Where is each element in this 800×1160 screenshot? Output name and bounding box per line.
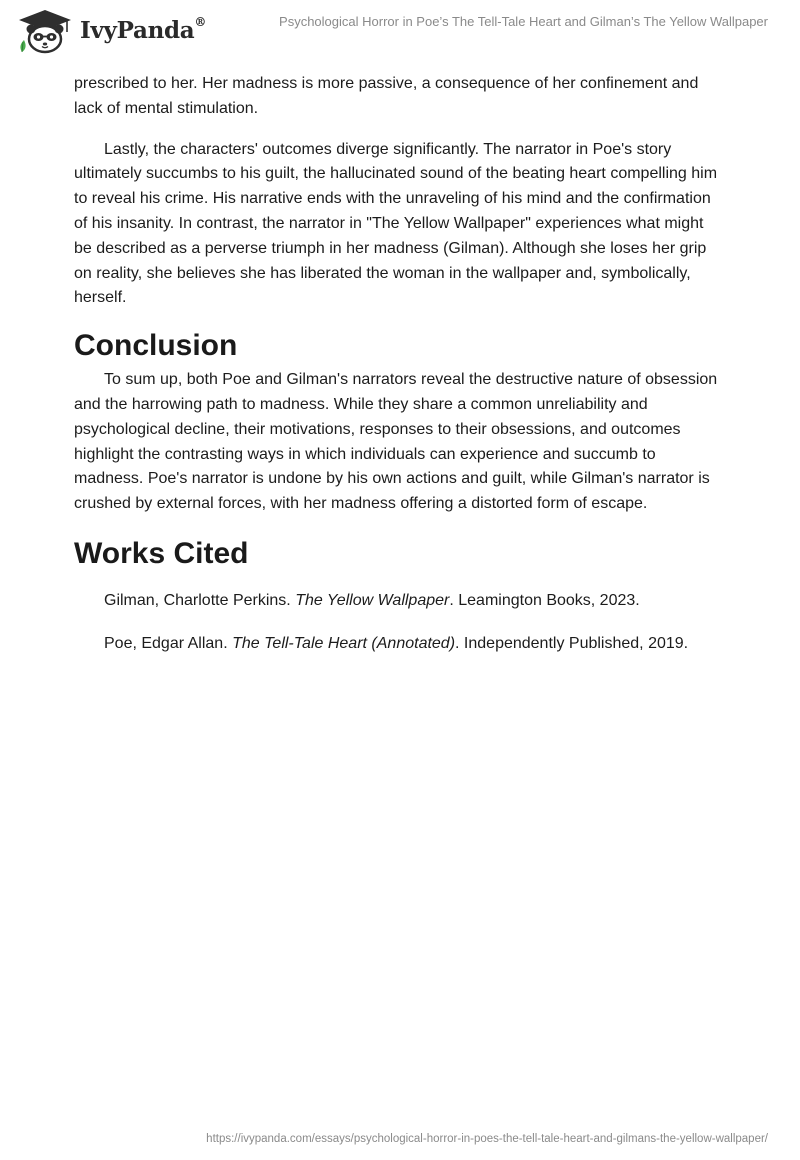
paragraph-conclusion: To sum up, both Poe and Gilman's narrators reveal the destructive nature of obsession and the harrowing path to madness. While they share a common unreliability and psychological decline, their motivations, responses to their obsessions, and outcomes highlight the contrasting ways in which individuals can experience and succumb to madness. Poe's narrator is undone by his own actions and guilt, while Gilman's narrator is crushed by external forces, with her madness offering a distorted form of escape. xyxy=(74,371,718,513)
citation-publisher: . Independently Published, 2019. xyxy=(455,634,689,652)
conclusion-heading: Conclusion xyxy=(74,329,238,363)
citation-entry xyxy=(74,632,724,657)
citation-author: Poe, Edgar Allan. xyxy=(104,634,233,652)
panda-logo-icon xyxy=(16,8,74,54)
citation-publisher: . Leamington Books, 2023. xyxy=(449,591,640,609)
citation-title: The Tell-Tale Heart (Annotated) xyxy=(232,634,456,652)
citation-author: Gilman, Charlotte Perkins. xyxy=(104,591,296,609)
essay-body xyxy=(74,72,724,657)
citation-title: The Yellow Wallpaper xyxy=(295,591,450,609)
page-header xyxy=(0,0,800,60)
registered-mark: ® xyxy=(194,14,207,29)
document-title: Psychological Horror in Poe’s The Tell-Tale Heart and Gilman’s The Yellow Wallpaper xyxy=(279,14,768,29)
paragraph-continuation: prescribed to her. Her madness is more passive, a consequence of her confinement and lack of mental stimulation. xyxy=(74,75,699,117)
works-cited-heading: Works Cited xyxy=(74,536,249,570)
source-url[interactable]: https://ivypanda.com/essays/psychological-horror-in-poes-the-tell-tale-heart-and-gilmans-the-yellow-wallpaper/ xyxy=(206,1133,768,1145)
logo-wordmark: IvyPanda xyxy=(80,16,195,44)
citation-entry xyxy=(74,589,724,614)
logo[interactable] xyxy=(16,8,206,54)
paragraph-outcomes: Lastly, the characters' outcomes diverge significantly. The narrator in Poe's story ultimately succumbs to his guilt, the hallucinated sound of the beating heart compelling him to reveal his crime. His narrative ends with the unraveling of his mind and the confirmation of his insanity. In contrast, the narrator in "The Yellow Wallpaper" experiences what might be described as a perverse triumph in her madness (Gilman). Although she loses her grip on reality, she believes she has liberated the woman in the wallpaper and, symbolically, herself. xyxy=(74,140,718,307)
logo-text xyxy=(80,14,207,44)
